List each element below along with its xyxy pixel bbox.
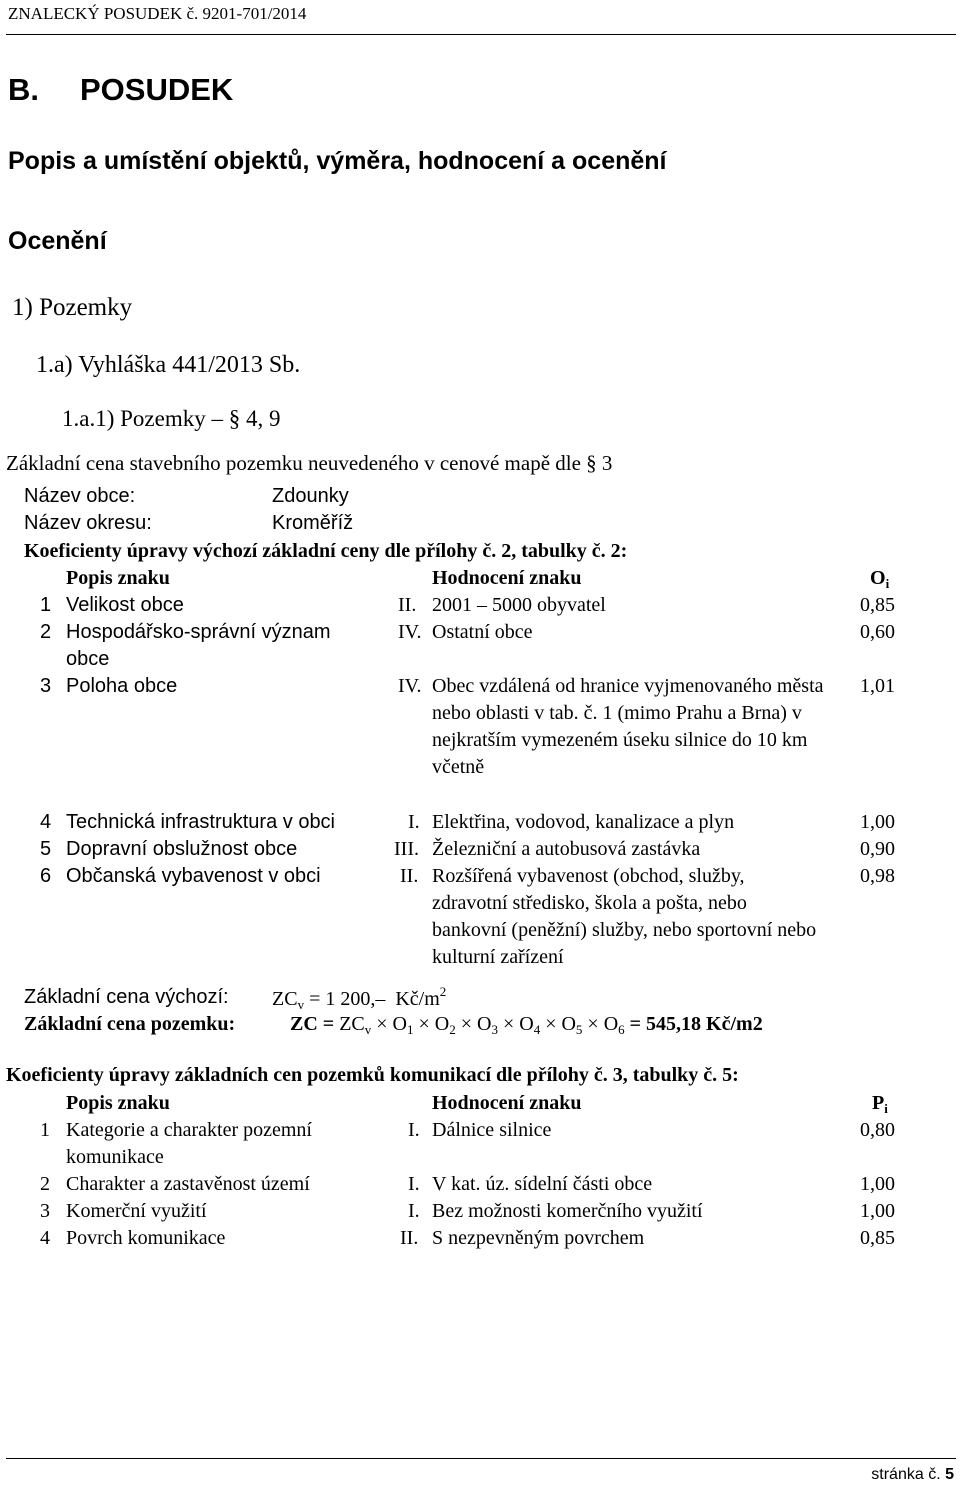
obec-value: Zdounky <box>272 485 349 507</box>
table-row-popis: Povrch komunikace <box>66 1227 226 1249</box>
table-row-popis: Velikost obce <box>66 594 184 616</box>
table-row-num: 4 <box>40 811 52 833</box>
table-row-num: 5 <box>40 838 52 860</box>
table-row-popis: Dopravní obslužnost obce <box>66 838 298 860</box>
zc-pozemku-label: Základní cena pozemku: <box>24 1013 236 1035</box>
main-heading: Popis a umístění objektů, výměra, hodnocení a ocenění <box>8 147 667 175</box>
table-row-hodnoceni: Železniční a autobusová zastávka <box>432 838 701 860</box>
table-row-roman: I. <box>408 1173 420 1195</box>
table1-header-popis: Popis znaku <box>66 567 170 589</box>
zc-pozemku-value: ZC = $ZC_v \times O_1 \times O_2 \times O_3 \times O_4 \times O_5 \times O_6 = 545,18$ Kč/m2 <box>290 1013 763 1037</box>
obec-label: Název obce: <box>24 485 136 507</box>
vyhlaska-heading: 1.a) Vyhláška 441/2013 Sb. <box>36 352 301 378</box>
table-row-popis: Technická infrastruktura v obci <box>66 811 336 833</box>
table-row-value: 0,85 <box>860 1227 895 1249</box>
table-row-popis: Poloha obce <box>66 675 178 697</box>
zc-vychozi-label: Základní cena výchozí: <box>24 986 229 1008</box>
table-row-roman: I. <box>408 1119 420 1141</box>
table-row-value: 1,00 <box>860 1200 895 1222</box>
table-row-roman: II. <box>398 594 417 616</box>
table-row-value: 0,85 <box>860 594 895 616</box>
table2-title: Koeficienty úpravy základních cen pozemků komunikací dle přílohy č. 3, tabulky č. 5: <box>6 1064 739 1086</box>
table-row-roman: II. <box>400 1227 419 1249</box>
pozemky-heading: 1) Pozemky <box>12 294 133 321</box>
oceneni-heading: Ocenění <box>8 227 107 255</box>
table-row-roman: IV. <box>398 621 422 643</box>
table-row-num: 3 <box>40 675 52 697</box>
table-row-roman: II. <box>400 865 419 887</box>
document-header-title: ZNALECKÝ POSUDEK č. 9201-701/2014 <box>8 4 307 23</box>
okres-label: Název okresu: <box>24 512 152 534</box>
section-letter: B. <box>8 72 39 107</box>
section-heading <box>8 72 233 108</box>
table-row-num: 6 <box>40 865 52 887</box>
table-row-value: 0,98 <box>860 865 895 887</box>
table-row-hodnoceni: V kat. úz. sídelní části obce <box>432 1173 653 1195</box>
footer-label: stránka č. <box>871 1466 941 1483</box>
table-row-popis: Charakter a zastavěnost území <box>66 1173 310 1195</box>
table-row-value: 1,01 <box>860 675 895 697</box>
table1-header-coef: $O_i$ <box>870 567 890 591</box>
table-row-hodnoceni: Rozšířená vybavenost (obchod, služby, zdravotní středisko, škola a pošta, nebo bankovní (peněžní) služby, nebo sportovní nebo kulturní zařízení <box>432 865 817 968</box>
table-row-popis: Komerční využití <box>66 1200 207 1222</box>
table-row-popis: Hospodářsko-správní význam obce <box>66 621 331 670</box>
table-row-value: 0,60 <box>860 621 895 643</box>
zc-vychozi-value: $ZC_v = 1$ 200,– $Kč/m^2$ <box>272 984 447 1012</box>
table-row-value: 1,00 <box>860 1173 895 1195</box>
table-row-num: 1 <box>40 594 52 616</box>
table-row-hodnoceni: Bez možnosti komerčního využití <box>432 1200 703 1222</box>
table-row-roman: IV. <box>398 675 422 697</box>
paragraph-heading: 1.a.1) Pozemky – § 4, 9 <box>62 406 281 431</box>
header-rule <box>6 34 956 35</box>
footer-rule <box>6 1458 956 1459</box>
table-row-value: 0,90 <box>860 838 895 860</box>
table-row-hodnoceni: Elektřina, vodovod, kanalizace a plyn <box>432 811 735 833</box>
table2-header-popis: Popis znaku <box>66 1092 170 1114</box>
section-title: POSUDEK <box>80 72 234 107</box>
table-row-hodnoceni: Obec vzdálená od hranice vyjmenovaného města nebo oblasti v tab. č. 1 (mimo Prahu a Brna) v nejkratším vymezeném úseku silnice do 10 km včetně <box>432 675 824 778</box>
table-row-num: 2 <box>40 621 52 643</box>
table-row-value: 1,00 <box>860 811 895 833</box>
table-row-roman: I. <box>408 811 420 833</box>
table-row-hodnoceni: S nezpevněným povrchem <box>432 1227 645 1249</box>
table2-header-hodnoceni: Hodnocení znaku <box>432 1092 582 1114</box>
table-row-hodnoceni: Ostatní obce <box>432 621 533 643</box>
table-row-hodnoceni: 2001 – 5000 obyvatel <box>432 594 606 616</box>
table1-title: Koeficienty úpravy výchozí základní ceny dle přílohy č. 2, tabulky č. 2: <box>24 540 628 562</box>
page-footer <box>871 1466 954 1484</box>
table-row-popis: Občanská vybavenost v obci <box>66 865 321 887</box>
table1-header-hodnoceni: Hodnocení znaku <box>432 567 582 589</box>
table-row-hodnoceni: Dálnice silnice <box>432 1119 552 1141</box>
table-row-value: 0,80 <box>860 1119 895 1141</box>
base-price-title: Základní cena stavebního pozemku neuvedeného v cenové mapě dle § 3 <box>6 451 613 475</box>
okres-value: Kroměříž <box>272 512 354 534</box>
table-row-num: 2 <box>40 1173 50 1195</box>
table2-header-coef: $P_i$ <box>872 1092 888 1116</box>
table-row-num: 4 <box>40 1227 50 1249</box>
table-row-roman: I. <box>408 1200 420 1222</box>
table-row-roman: III. <box>394 838 419 860</box>
table-row-popis: Kategorie a charakter pozemní komunikace <box>66 1119 312 1168</box>
table-row-num: 1 <box>40 1119 50 1141</box>
table-row-num: 3 <box>40 1200 50 1222</box>
page-number: 5 <box>945 1466 954 1483</box>
